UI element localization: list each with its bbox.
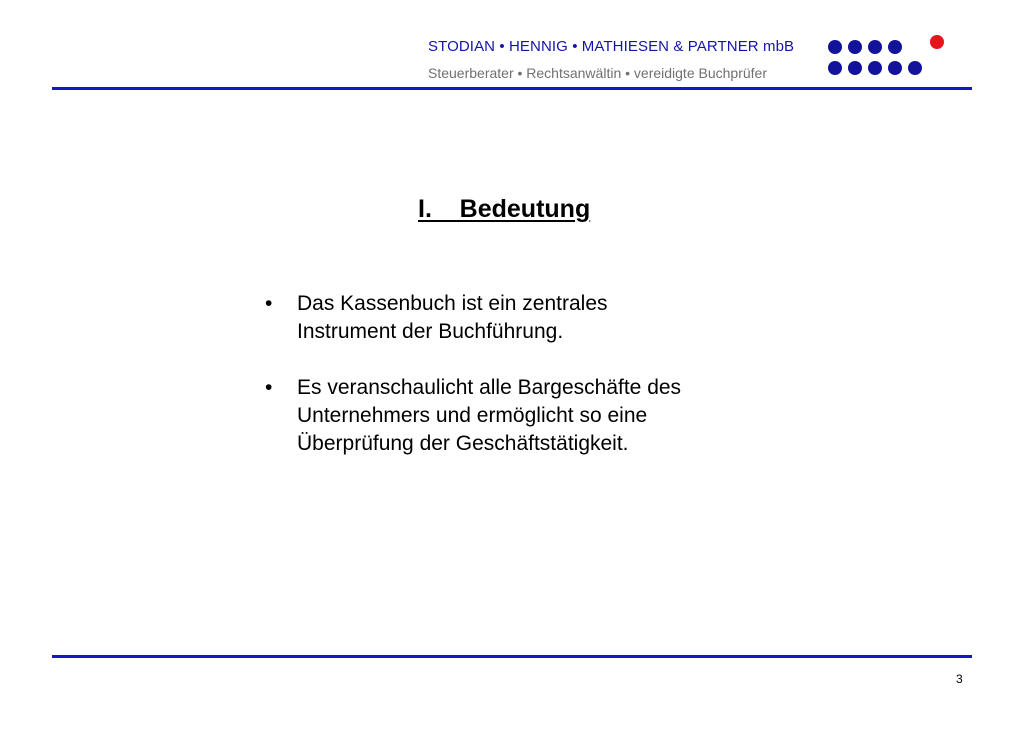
bullet-text-line: Das Kassenbuch ist ein zentrales	[297, 292, 608, 315]
firm-name: STODIAN • HENNIG • MATHIESEN & PARTNER mbB	[428, 38, 795, 55]
bullet-text-line: Instrument der Buchführung.	[297, 320, 564, 343]
firm-subtitle: Steuerberater • Rechtsanwältin • vereidigte Buchprüfer	[428, 65, 767, 81]
logo-dot	[888, 40, 902, 54]
logo-dot	[868, 40, 882, 54]
page-number: 3	[956, 672, 963, 686]
logo-dot	[828, 40, 842, 54]
bullet-symbol: •	[265, 292, 273, 315]
logo-dot	[888, 61, 902, 75]
dot-grid-logo-icon	[826, 33, 946, 79]
bullet-item	[265, 374, 785, 458]
logo-dot	[848, 40, 862, 54]
bullet-symbol: •	[265, 376, 273, 399]
logo-dot	[828, 61, 842, 75]
bullet-text-line: Es veranschaulicht alle Bargeschäfte des	[297, 376, 682, 399]
logo-dot-red	[930, 35, 944, 49]
bullet-list	[265, 290, 785, 486]
logo-dot	[868, 61, 882, 75]
footer-divider	[52, 655, 972, 658]
bullet-text-line: Unternehmers und ermöglicht so eine	[297, 404, 648, 427]
logo-dot	[908, 61, 922, 75]
bullet-text-line: Überprüfung der Geschäftstätigkeit.	[297, 432, 629, 455]
bullet-item	[265, 290, 785, 346]
header-divider	[52, 87, 972, 90]
slide-heading: I. Bedeutung	[418, 195, 591, 223]
logo-dot	[848, 61, 862, 75]
